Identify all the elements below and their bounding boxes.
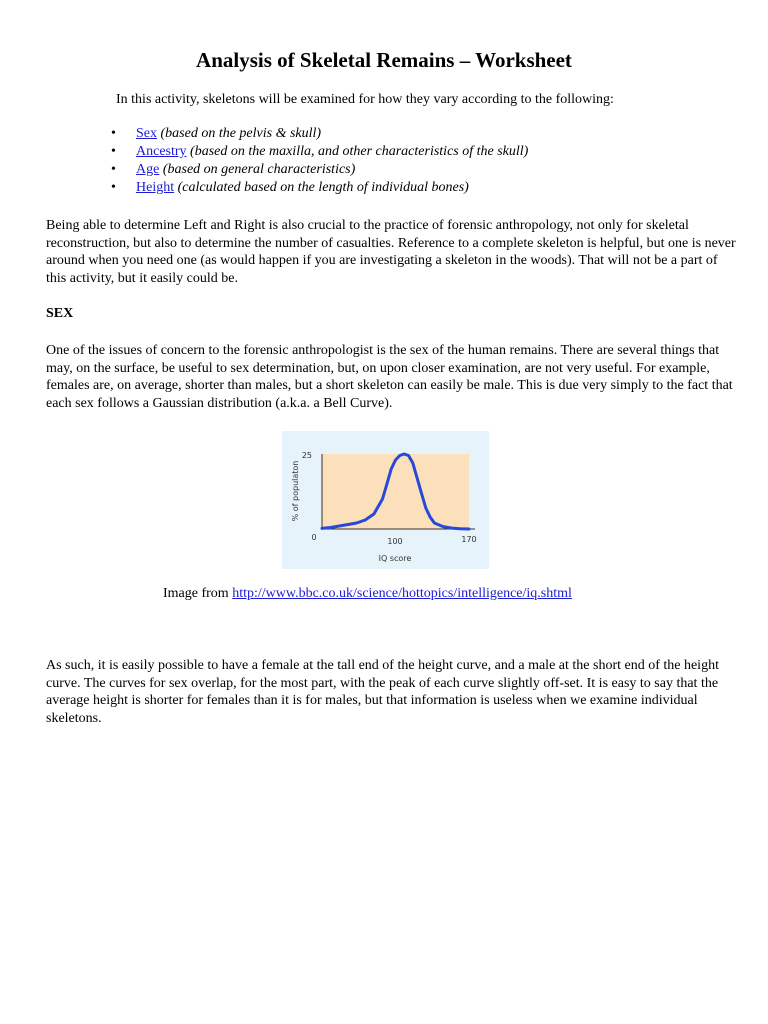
caption-prefix: Image from [163, 586, 233, 601]
intro-text: In this activity, skeletons will be examined for how they vary according to the following: [116, 92, 614, 107]
list-item [108, 143, 528, 161]
list-item [108, 179, 528, 197]
age-link[interactable]: Age [136, 162, 160, 177]
bullet-icon: • [111, 162, 116, 177]
y-axis-label: % of populaton [291, 460, 300, 522]
page-title: Analysis of Skeletal Remains – Worksheet [196, 48, 572, 72]
source-link[interactable]: http://www.bbc.co.uk/science/hottopics/intelligence/iq.shtml [232, 586, 572, 601]
topic-note: (based on general characteristics) [162, 162, 356, 177]
list-item [108, 125, 528, 143]
list-item [108, 161, 528, 179]
y-tick-label: 25 [301, 451, 312, 460]
sex-link[interactable]: Sex [136, 126, 157, 141]
bullet-icon: • [111, 180, 116, 195]
bullet-icon: • [111, 144, 116, 159]
x-tick-label: 100 [387, 537, 403, 546]
topic-note: (based on the pelvis & skull) [160, 126, 322, 141]
x-tick-label: 0 [311, 533, 317, 542]
left-right-paragraph: Being able to determine Left and Right is also crucial to the practice of forensic anthropology, not only for skeletal reconstruction, but also to determine the number of casualties. Reference to a complete skeleton is helpful, but one is never around when you need one (as would happen if you are investigating a skeleton in the woods). That will not be a part of this activity, but it easily could be. [46, 218, 736, 286]
plot-area [322, 454, 469, 529]
x-axis-label: IQ score [378, 554, 412, 563]
bullet-icon: • [111, 126, 116, 141]
topic-note: (calculated based on the length of individual bones) [177, 180, 469, 195]
topic-note: (based on the maxilla, and other characteristics of the skull) [190, 144, 529, 159]
bell-curve-figure [282, 431, 489, 569]
topic-list [108, 125, 528, 197]
conclusion-paragraph: As such, it is easily possible to have a female at the tall end of the height curve, and a male at the short end of the height curve. The curves for sex overlap, for the most part, with the peak of each curve slightly off-set. It is easy to say that the average height is shorter for females than it is for males, but that information is useless when we examine individual skeletons. [46, 658, 719, 726]
ancestry-link[interactable]: Ancestry [136, 144, 187, 159]
image-caption [163, 585, 572, 603]
section-heading-sex: SEX [46, 306, 74, 321]
x-tick-label: 170 [461, 535, 477, 544]
height-link[interactable]: Height [136, 180, 175, 195]
bell-curve-chart [282, 431, 489, 569]
sex-paragraph: One of the issues of concern to the forensic anthropologist is the sex of the human remains. There are several things that may, on the surface, be useful to sex determination, but, on upon closer examination, are not very useful. For example, females are, on average, shorter than males, but a short skeleton can easily be male. This is due very simply to the fact that each sex follows a Gaussian distribution (a.k.a. a Bell Curve). [46, 343, 733, 411]
